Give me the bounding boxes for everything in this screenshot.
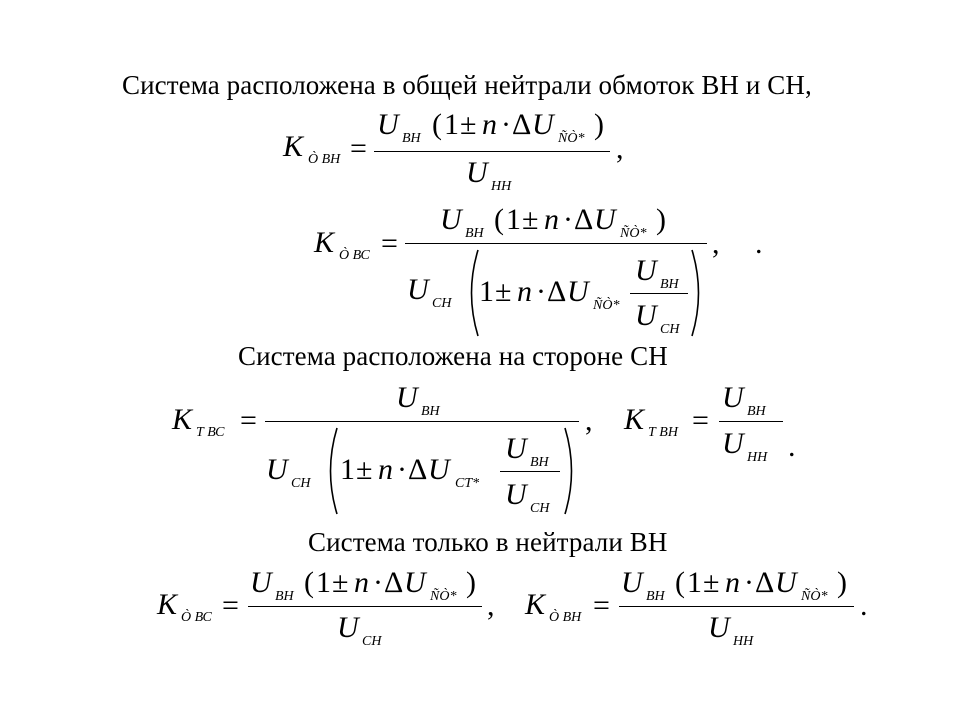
dot-operator: · (744, 566, 754, 599)
paren-left: ( (304, 566, 314, 599)
period: . (860, 589, 868, 622)
subscript-sn: СН (291, 476, 311, 491)
fraction-bar (265, 421, 579, 422)
symbol-k: K (157, 588, 178, 621)
delta-symbol: Δ (574, 203, 594, 236)
symbol-u: U (404, 566, 426, 599)
period: . (755, 227, 763, 260)
paren-left: ( (494, 203, 504, 236)
subscript-k-tvs: Ò ВС (339, 248, 370, 263)
heading-general-neutral: Система расположена в общей нейтрали обмоток ВН и СН, (122, 70, 812, 100)
symbol-n: n (517, 275, 532, 308)
symbol-u: U (377, 108, 399, 141)
symbol-u: U (722, 381, 744, 414)
symbol-u: U (567, 275, 589, 308)
fraction-bar (248, 606, 482, 607)
symbol-n: n (482, 108, 497, 141)
fraction-bar (619, 606, 854, 607)
symbol-u: U (635, 254, 657, 287)
subscript-ct: СТ* (455, 476, 480, 491)
subscript-k-tvn: Т ВН (648, 425, 678, 440)
symbol-u: U (594, 203, 616, 236)
symbol-n: n (544, 203, 559, 236)
equals-sign: = (692, 404, 709, 437)
equals-sign: = (593, 589, 610, 622)
paren-right: ) (466, 566, 476, 599)
heading-mv-side: Система расположена на стороне СН (238, 341, 668, 371)
plus-minus: ± (460, 108, 477, 141)
delta-symbol: Δ (755, 566, 775, 599)
subscript-no: ÑÒ* (801, 589, 828, 604)
big-paren-left (321, 426, 339, 516)
symbol-u: U (396, 381, 418, 414)
paren-right: ) (594, 108, 604, 141)
subscript-k-tvs: Ò ВС (181, 610, 212, 625)
number-one: 1 (479, 275, 494, 308)
subscript-no: ÑÒ* (620, 226, 647, 241)
subscript-vn: ВН (465, 226, 484, 241)
number-one: 1 (506, 203, 521, 236)
subscript-k-tvs: Т ВС (196, 425, 225, 440)
symbol-n: n (354, 566, 369, 599)
dot-operator: · (373, 566, 383, 599)
fraction-bar (374, 151, 610, 152)
subscript-vn: ВН (402, 131, 421, 146)
number-one: 1 (316, 566, 331, 599)
paren-right: ) (837, 566, 847, 599)
comma: , (585, 404, 593, 437)
plus-minus: ± (356, 453, 373, 486)
symbol-u: U (505, 478, 527, 511)
equals-sign: = (350, 132, 367, 165)
subscript-nn: НН (747, 450, 768, 465)
symbol-u: U (722, 427, 744, 460)
symbol-n: n (378, 453, 393, 486)
symbol-k: K (172, 403, 193, 436)
subscript-k-tvn: Ò ВН (549, 610, 582, 625)
big-paren-right (690, 248, 708, 338)
number-one: 1 (444, 108, 459, 141)
plus-minus: ± (703, 566, 720, 599)
number-one: 1 (340, 453, 355, 486)
subscript-vn: ВН (660, 277, 679, 292)
fraction-bar-inner (500, 471, 560, 472)
subscript-vn: ВН (421, 404, 440, 419)
subscript-vn: ВН (530, 455, 549, 470)
comma: , (616, 132, 624, 165)
paren-left: ( (432, 108, 442, 141)
delta-symbol: Δ (547, 275, 567, 308)
symbol-k: K (624, 403, 645, 436)
symbol-u: U (337, 611, 359, 644)
delta-symbol: Δ (512, 108, 532, 141)
symbol-u: U (407, 273, 429, 306)
symbol-u: U (775, 566, 797, 599)
subscript-sn: СН (432, 296, 452, 311)
symbol-u: U (428, 453, 450, 486)
symbol-k: K (314, 226, 335, 259)
symbol-n: n (725, 566, 740, 599)
dot-operator: · (563, 203, 573, 236)
symbol-u: U (266, 453, 288, 486)
fraction-bar (405, 243, 707, 244)
symbol-u: U (466, 156, 488, 189)
equals-sign: = (240, 404, 257, 437)
dot-operator: · (501, 108, 511, 141)
equals-sign: = (222, 589, 239, 622)
symbol-u: U (708, 611, 730, 644)
big-paren-left (462, 248, 480, 338)
symbol-u: U (532, 108, 554, 141)
symbol-u: U (440, 203, 462, 236)
comma: , (712, 227, 720, 260)
plus-minus: ± (495, 275, 512, 308)
paren-left: ( (675, 566, 685, 599)
subscript-k-tvn: Ò ВН (308, 152, 341, 167)
big-paren-right (563, 426, 581, 516)
dot-operator: · (397, 453, 407, 486)
heading-hv-neutral-only: Система только в нейтрали ВН (308, 527, 668, 557)
plus-minus: ± (332, 566, 349, 599)
subscript-sn: СН (362, 634, 382, 649)
symbol-u: U (635, 299, 657, 332)
subscript-vn: ВН (275, 589, 294, 604)
equals-sign: = (381, 227, 398, 260)
delta-symbol: Δ (384, 566, 404, 599)
symbol-k: K (525, 588, 546, 621)
paren-right: ) (656, 203, 666, 236)
subscript-vn: ВН (747, 404, 766, 419)
subscript-no: ÑÒ* (558, 131, 585, 146)
subscript-nn: НН (491, 179, 512, 194)
plus-minus: ± (522, 203, 539, 236)
symbol-k: K (283, 130, 304, 163)
period: . (788, 430, 796, 463)
number-one: 1 (687, 566, 702, 599)
subscript-nn: НН (733, 634, 754, 649)
subscript-no: ÑÒ* (430, 589, 457, 604)
fraction-bar-inner (630, 293, 688, 294)
symbol-u: U (621, 566, 643, 599)
comma: , (487, 589, 495, 622)
subscript-sn: СН (530, 501, 550, 516)
fraction-bar (719, 421, 783, 422)
subscript-sn: СН (660, 322, 680, 337)
delta-symbol: Δ (408, 453, 428, 486)
symbol-u: U (505, 432, 527, 465)
subscript-no: ÑÒ* (593, 298, 620, 313)
subscript-vn: ВН (646, 589, 665, 604)
symbol-u: U (250, 566, 272, 599)
dot-operator: · (536, 275, 546, 308)
